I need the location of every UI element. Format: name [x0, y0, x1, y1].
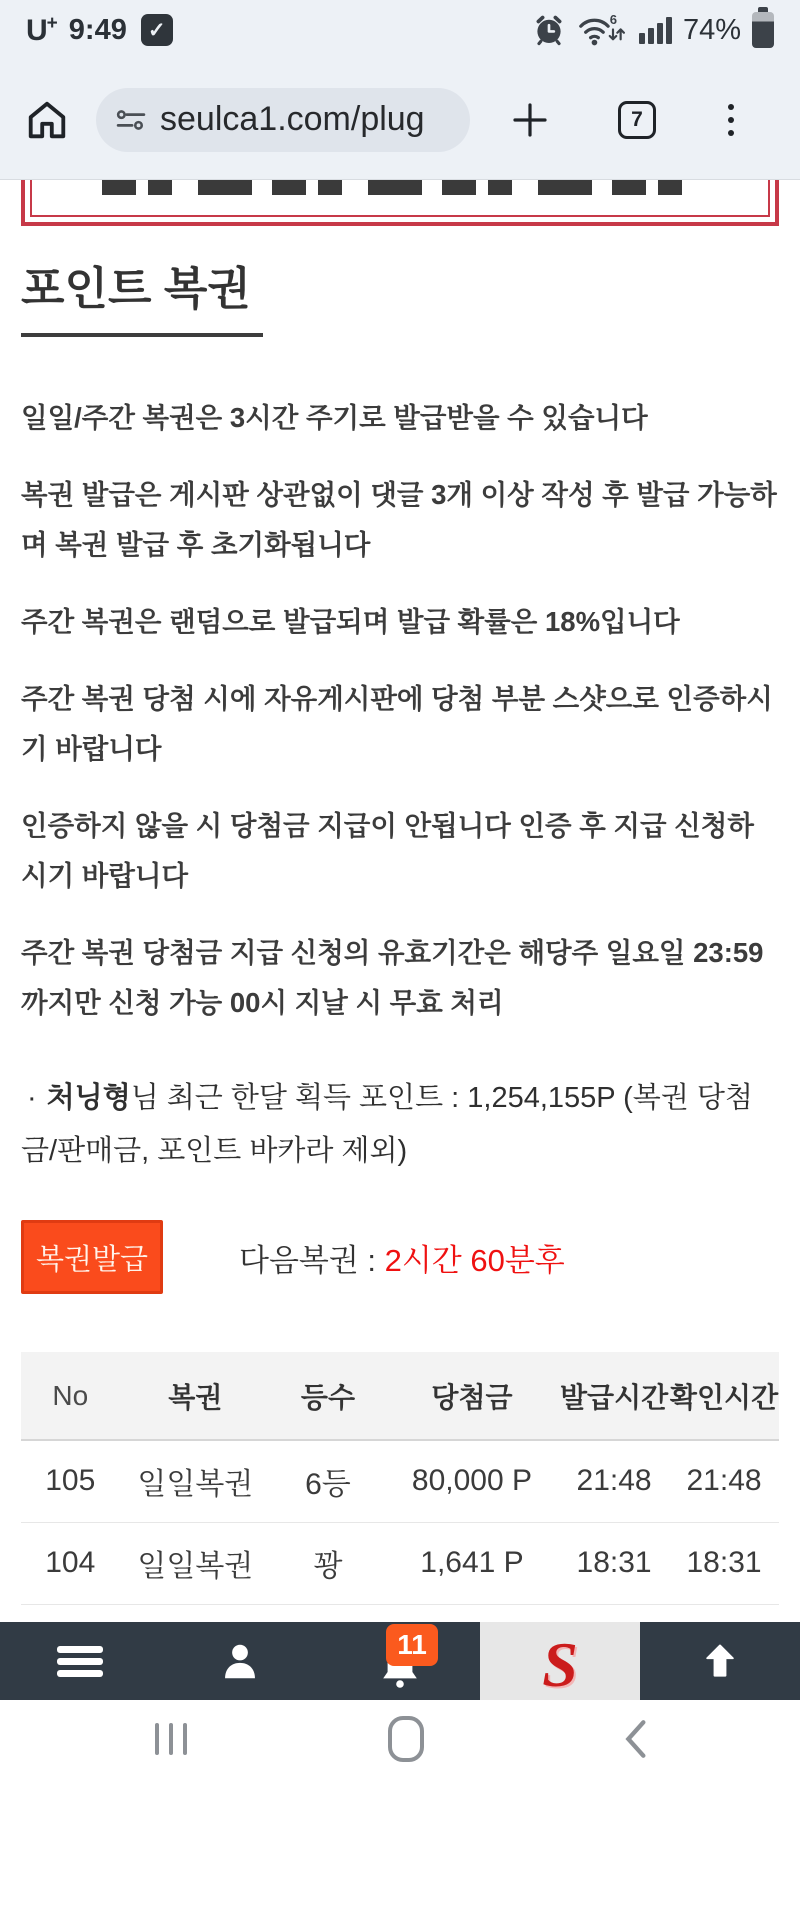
android-back-button[interactable]: [620, 1719, 650, 1759]
browser-toolbar: [0, 60, 800, 180]
notice-banner-inner: [30, 180, 770, 217]
user-points-text: 님 최근 한달 획득 포인트 : 1,254,155P (복권 당첨금/판매금, 포인트 바카라 제외): [21, 1082, 753, 1167]
username: 처닝형: [46, 1082, 131, 1114]
user-points-line: [21, 1072, 779, 1178]
info-paragraph: 인증하지 않을 시 당첨금 지급이 안됩니다 인증 후 지급 신청하시기 바랍니다: [21, 810, 754, 891]
site-logo: S: [542, 1629, 578, 1700]
page-title: 포인트 복권: [21, 263, 251, 314]
nav-profile-button[interactable]: [160, 1622, 320, 1700]
nav-notifications-button[interactable]: [320, 1622, 480, 1700]
next-lottery-label: 다음복권 :: [239, 1242, 385, 1278]
browser-home-button[interactable]: [24, 97, 70, 143]
table-row: [21, 1522, 779, 1604]
checkmark-notification-icon: ✓: [141, 14, 173, 46]
clipped-banner-text: [102, 180, 698, 195]
battery-icon: [752, 12, 774, 48]
alarm-icon: [532, 13, 566, 47]
cell-lottery: 일일복권: [120, 1440, 272, 1522]
status-left: [26, 13, 173, 48]
nav-site-logo-button[interactable]: [480, 1622, 640, 1700]
issue-lottery-button[interactable]: 복권발급: [21, 1220, 163, 1294]
android-back-icon: [620, 1719, 650, 1759]
person-icon: [217, 1638, 263, 1684]
bullet-dot: ·: [27, 1082, 37, 1114]
bottom-nav: [0, 1622, 800, 1700]
cell-no: 105: [21, 1440, 120, 1522]
status-bar: [0, 0, 800, 60]
android-nav: [0, 1700, 800, 1778]
notification-badge: 11: [386, 1624, 438, 1666]
table-row: [21, 1440, 779, 1522]
tab-count: 7: [631, 107, 643, 131]
site-settings-icon[interactable]: [116, 108, 146, 132]
info-paragraph: 주간 복권 당첨금 지급 신청의 유효기간은 해당주 일요일 23:59까지만 신청 가능 00시 지날 시 무효 처리: [21, 937, 764, 1018]
cell-checked: 18:31: [669, 1522, 779, 1604]
android-recents-button[interactable]: [150, 1723, 192, 1755]
next-lottery-info: [239, 1235, 565, 1280]
info-paragraph: 주간 복권은 랜덤으로 발급되며 발급 확률은 18%입니다: [21, 606, 680, 637]
signal-strength-icon: [636, 17, 672, 44]
hamburger-icon: [57, 1641, 103, 1682]
nav-scroll-top-button[interactable]: [640, 1622, 800, 1700]
site-logo-tile: [480, 1622, 640, 1708]
col-issued-time: 발급시간: [559, 1352, 669, 1440]
col-lottery: 복권: [120, 1352, 272, 1440]
url-text[interactable]: seulca1.com/plug: [160, 100, 425, 138]
up-arrow-icon: [698, 1639, 742, 1683]
next-lottery-countdown: 2시간 60분후: [384, 1242, 565, 1278]
info-paragraph: 복권 발급은 게시판 상관없이 댓글 3개 이상 작성 후 발급 가능하며 복권 발급 후 초기화됩니다: [21, 479, 777, 560]
info-paragraph: 주간 복권 당첨 시에 자유게시판에 당첨 부분 스샷으로 인증하시기 바랍니다: [21, 683, 773, 764]
col-rank: 등수: [271, 1352, 385, 1440]
cell-checked: 21:48: [669, 1440, 779, 1522]
cell-prize: 1,641 P: [385, 1522, 559, 1604]
android-home-icon: [388, 1716, 424, 1762]
title-underline: [21, 333, 263, 337]
cell-rank: 꽝: [271, 1522, 385, 1604]
cell-issued: 18:31: [559, 1522, 669, 1604]
url-bar[interactable]: [96, 88, 470, 152]
cell-prize: 80,000 P: [385, 1440, 559, 1522]
new-tab-button[interactable]: [510, 100, 550, 140]
browser-menu-button[interactable]: [728, 100, 734, 139]
cell-rank: 6등: [271, 1440, 385, 1522]
clock-label: 9:49: [68, 13, 127, 46]
tab-switcher-button[interactable]: [618, 101, 656, 139]
status-right: [521, 12, 774, 48]
col-prize: 당첨금: [385, 1352, 559, 1440]
issue-row: [21, 1220, 779, 1294]
info-paragraph: 일일/주간 복권은 3시간 주기로 발급받을 수 있습니다: [21, 402, 648, 433]
notice-banner: [21, 180, 779, 226]
svg-text:6: 6: [609, 12, 617, 27]
table-header-row: [21, 1352, 779, 1440]
nav-menu-button[interactable]: [0, 1622, 160, 1700]
cell-no: 104: [21, 1522, 120, 1604]
cell-issued: 21:48: [559, 1440, 669, 1522]
carrier-label: U+: [26, 12, 57, 47]
info-paragraphs: [21, 393, 779, 1028]
battery-percent: 74%: [682, 13, 741, 46]
cell-lottery: 일일복권: [120, 1522, 272, 1604]
wifi6-icon: [577, 12, 625, 48]
col-no: No: [21, 1352, 120, 1440]
col-checked-time: 확인시간: [669, 1352, 779, 1440]
android-home-button[interactable]: [388, 1716, 424, 1762]
